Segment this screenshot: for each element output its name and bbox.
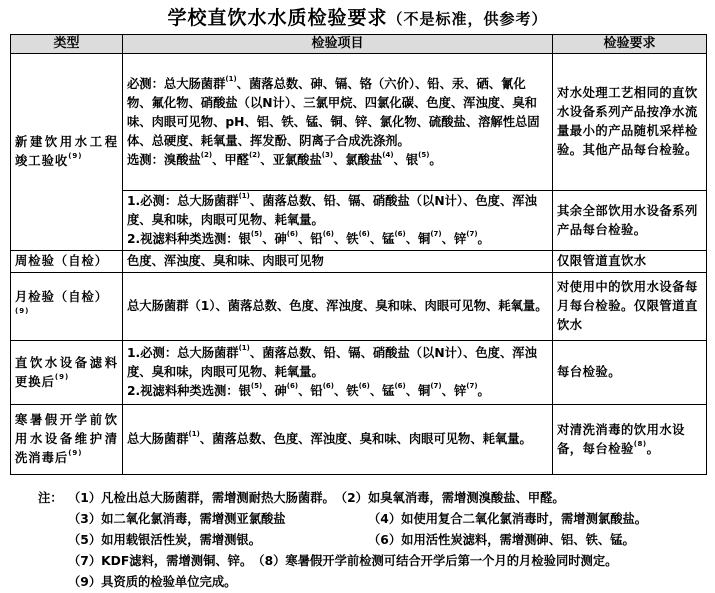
items-text: 选测：溴酸盐: [127, 152, 201, 167]
footnote-ref: (5): [418, 150, 430, 159]
title-subtitle: （不是标准，供参考）: [387, 10, 548, 28]
items-text: 。: [429, 152, 442, 167]
footnote-ref: (6): [322, 382, 334, 390]
items-text: 、铁: [333, 384, 359, 398]
type-label: 寒暑假开学前饮用水设备维护清洗消毒后: [15, 413, 118, 465]
note-7: （7）KDF滤料，需增测铜、锌。: [68, 554, 253, 568]
items-cell-filter: [123, 341, 553, 405]
header-items: 检验项目: [123, 35, 553, 54]
note-9: （9）具资质的检验单位完成。: [68, 575, 237, 589]
footnote-ref: (9): [68, 152, 83, 160]
footnote-ref: (6): [394, 382, 406, 390]
footnote-ref: (3): [321, 150, 334, 159]
footnote-ref: (9): [54, 372, 70, 381]
items-text: 、菌落总数、铅、镉、硝酸盐（以N计）、色度、浑浊度、臭和味，肉眼可见物、耗氧量。: [127, 346, 537, 379]
footnotes: [38, 488, 708, 593]
footnote-ref: (7): [466, 382, 478, 390]
note-8: （8）寒暑假开学前检测可结合开学后第一个月的月检验同时测定。: [252, 554, 618, 568]
footnote-ref: (5): [250, 230, 263, 238]
items-text: 、铅: [298, 384, 323, 398]
note-6: （6）如用活性炭滤料，需增测砷、铝、铁、锰。: [368, 533, 635, 547]
footnote-ref: (1): [225, 74, 237, 83]
items-text: 、铅: [298, 232, 323, 246]
footnote-ref: (9): [68, 449, 83, 457]
note-row: [38, 572, 708, 593]
footnote-ref: (1): [238, 192, 250, 200]
note-5: （5）如用载银活性炭，需增测银。: [68, 533, 262, 547]
footnote-ref: (6): [358, 230, 370, 238]
note-3: （3）如二氧化氯消毒，需增测亚氯酸盐: [68, 512, 286, 526]
items-text: 、砷: [262, 384, 287, 398]
footnote-ref: (7): [430, 230, 442, 238]
items-text: 、菌落总数、砷、镉、铬（六价）、铅、汞、硒、氰化物、氟化物、硝酸盐（以N计）、三氯甲烷、四氯化碳、色度、浑浊度、臭和味、肉眼可见物、pH、铝、铁、锰、铜、锌、氯化物、硫酸盐、溶解性总固体、总硬度、耗氧量、挥发酚、阴离子合成洗涤剂。: [127, 76, 540, 148]
items-text: 。: [477, 232, 490, 246]
title-text: 学校直饮水水质检验要求: [167, 7, 388, 29]
footnote-ref: (1): [188, 430, 200, 438]
footnote-ref: (6): [394, 230, 406, 238]
footnote-ref: (6): [358, 382, 370, 390]
table-row: [11, 341, 707, 405]
req-cell-weekly: 仅限管道直饮水: [553, 251, 707, 273]
items-text: 、菌落总数、铅、镉、硝酸盐（以N计）、色度、浑浊度、臭和味，肉眼可见物、耗氧量。: [127, 194, 537, 227]
req-cell-new-build-2: 其余全部饮用水设备系列产品每台检验。: [553, 191, 707, 251]
notes-label: 注：: [38, 491, 63, 505]
items-text: 、菌落总数、色度、浑浊度、臭和味、肉眼可见物、耗氧量。: [199, 432, 532, 446]
footnote-ref: (8): [633, 439, 647, 448]
req-cell-new-build-1: 对水处理工艺相同的直饮水设备系列产品按净水流量最小的产品随机采样检验。其他产品每台检验。: [553, 54, 707, 191]
items-text: 1.必测：总大肠菌群: [127, 346, 239, 360]
table-row: [11, 273, 707, 341]
note-row: [38, 530, 708, 551]
note-2: （2）如臭氧消毒，需增测溴酸盐、甲醛。: [334, 491, 565, 505]
type-cell-new-build: [11, 54, 123, 251]
table-row: [11, 405, 707, 475]
items-text: 、铜: [405, 384, 431, 398]
footnote-ref: (6): [286, 230, 299, 238]
type-cell-monthly: [11, 273, 123, 341]
footnote-ref: (7): [466, 230, 478, 238]
req-cell-monthly: 对使用中的饮用水设备每月每台检验。仅限管道直饮水: [553, 273, 707, 341]
header-requirements: 检验要求: [553, 35, 707, 54]
items-text: 、银: [393, 152, 419, 167]
req-cell-filter: 每台检验。: [553, 341, 707, 405]
note-row: [38, 551, 708, 572]
items-cell-monthly: 总大肠菌群（1）、菌落总数、色度、浑浊度、臭和味、肉眼可见物、耗氧量。: [123, 273, 553, 341]
table-row: [11, 54, 707, 191]
items-text: 、亚氯酸盐: [260, 152, 322, 167]
items-text: 2.视滤料种类选测：银: [127, 232, 251, 246]
footnote-ref: (1): [238, 344, 250, 352]
page-title: [0, 3, 715, 30]
items-text: 、甲醛: [212, 152, 249, 167]
table-header-row: [11, 35, 707, 54]
items-text: 。: [477, 384, 490, 398]
requirements-table: [10, 34, 707, 475]
items-text: 2.视滤料种类选测：银: [127, 384, 251, 398]
table-row: [11, 251, 707, 273]
items-cell-weekly: 色度、浑浊度、臭和味、肉眼可见物: [123, 251, 553, 273]
items-cell-holiday: [123, 405, 553, 475]
items-text: 、锌: [441, 384, 467, 398]
items-text: 1.必测：总大肠菌群: [127, 194, 239, 208]
items-text: 、锌: [441, 232, 467, 246]
items-text: 、砷: [262, 232, 287, 246]
items-text: 、锰: [369, 232, 395, 246]
items-text: 、氯酸盐: [333, 152, 383, 167]
type-label: 直饮水设备滤料更换后: [15, 355, 118, 389]
items-cell-new-build-2: [123, 191, 553, 251]
req-text: 。: [646, 441, 660, 456]
footnote-ref: (5): [250, 382, 263, 390]
items-cell-new-build-1: [123, 54, 553, 191]
type-label: 新建饮用水工程竣工验收: [15, 135, 118, 168]
type-label: 月检验（自检）: [15, 289, 109, 304]
footnote-ref: (2): [200, 150, 213, 159]
note-row: [38, 509, 708, 530]
type-cell-holiday: [11, 405, 123, 475]
note-4: （4）如使用复合二氧化氯消毒时，需增测氯酸盐。: [368, 512, 648, 526]
items-text: 、铜: [405, 232, 431, 246]
footnote-ref: (7): [430, 382, 442, 390]
footnote-ref: (6): [322, 230, 334, 238]
req-cell-holiday: [553, 405, 707, 475]
footnote-ref: (4): [382, 150, 394, 159]
req-text: 对清洗消毒的饮用水设备，每台检验: [557, 422, 685, 456]
type-cell-filter: [11, 341, 123, 405]
note-1: （1）凡检出总大肠菌群，需增测耐热大肠菌群。: [68, 491, 335, 505]
items-text: 必测：总大肠菌群: [127, 76, 226, 91]
items-text: 总大肠菌群: [127, 432, 189, 446]
footnote-ref: (2): [248, 150, 261, 159]
footnote-ref: (6): [286, 382, 299, 390]
type-cell-weekly: 周检验（自检）: [11, 251, 123, 273]
header-type: 类型: [11, 35, 123, 54]
footnote-ref: (9): [15, 306, 30, 315]
items-text: 、铁: [333, 232, 359, 246]
items-text: 、锰: [369, 384, 395, 398]
note-row: [38, 488, 708, 509]
